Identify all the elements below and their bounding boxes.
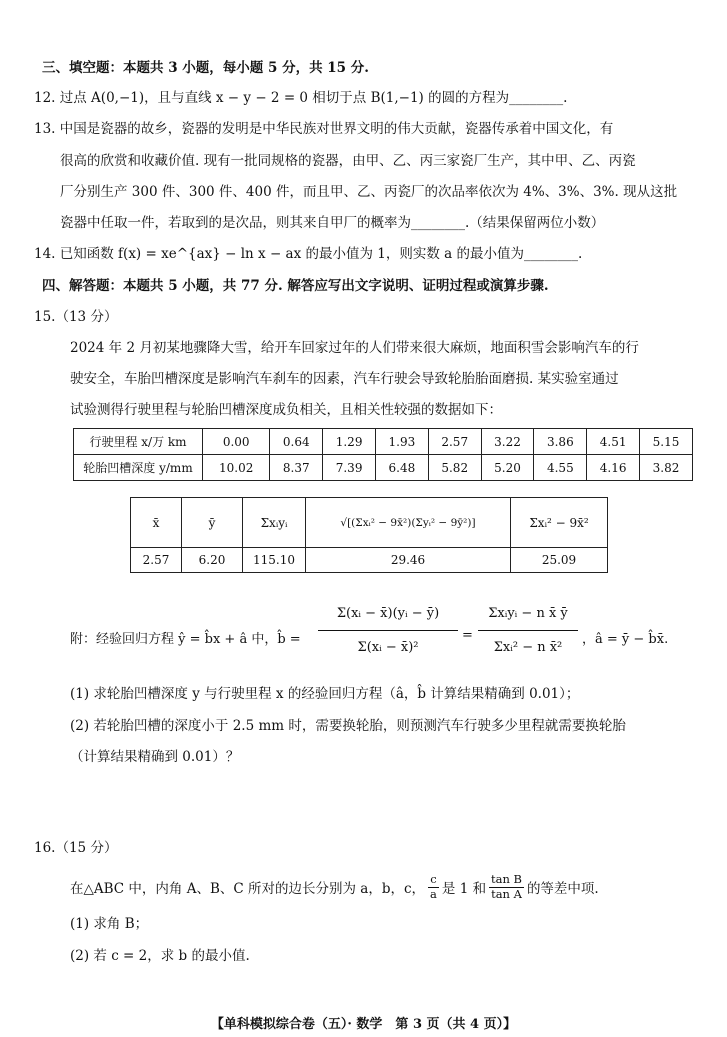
formula-denominator-1: Σ(xᵢ − x̄)²: [357, 640, 419, 655]
fraction-bar: [318, 630, 458, 631]
question-16-stem-b: 是 1 和: [441, 881, 487, 897]
table-cell: Σxᵢyᵢ: [243, 498, 306, 548]
question-16-sub1: (1) 求角 B；: [70, 916, 149, 932]
fraction-c-over-a: [428, 873, 439, 900]
statistics-table: [130, 497, 608, 573]
regression-formula: [70, 596, 710, 678]
table-cell: Σxᵢ² − 9x̄²: [511, 498, 608, 548]
mileage-depth-table: [73, 428, 693, 481]
table-cell: 6.20: [182, 548, 243, 573]
table-cell: 轮胎凹槽深度 y/mm: [74, 455, 203, 481]
fraction-bar: [478, 630, 578, 631]
fraction-denominator: a: [430, 886, 437, 901]
table-cell: 29.46: [306, 548, 511, 573]
question-16-stem-a: 在△ABC 中，内角 A、B、C 所对的边长分别为 a，b，c，: [70, 881, 426, 897]
table-cell: 6.48: [376, 455, 429, 481]
table-cell: 10.02: [203, 455, 270, 481]
statistics-value-row: [131, 548, 608, 573]
table-cell: 行驶里程 x/万 km: [74, 429, 203, 455]
question-15-sub1: (1) 求轮胎凹槽深度 y 与行驶里程 x 的经验回归方程（â，b̂ 计算结果精确到 0.01）；: [70, 686, 580, 702]
question-13-line1: 13. 中国是瓷器的故乡，瓷器的发明是中华民族对世界文明的伟大贡献，瓷器传承着中国文化，有: [34, 121, 614, 137]
section3-heading: 三、填空题：本题共 3 小题，每小题 5 分，共 15 分.: [42, 60, 369, 76]
table-cell: 3.86: [534, 429, 587, 455]
formula-suffix: ，â = ȳ − b̂x̄.: [582, 632, 669, 647]
table-cell: ȳ: [182, 498, 243, 548]
page-footer: 【单科模拟综合卷（五）· 数学 第 3 页（共 4 页）】: [210, 1017, 517, 1032]
statistics-header-row: [131, 498, 608, 548]
question-15-sub2-line2: （计算结果精确到 0.01）？: [70, 749, 240, 765]
fraction-numerator: c: [430, 872, 437, 887]
table-cell: 1.93: [376, 429, 429, 455]
question-15-para1: 2024 年 2 月初某地骤降大雪，给开车回家过年的人们带来很大麻烦，地面积雪会影响汽车的行: [70, 340, 639, 356]
question-15-para3: 试验测得行驶里程与轮胎凹槽深度成负相关，且相关性较强的数据如下：: [70, 402, 502, 418]
fraction-numerator: tan B: [491, 872, 522, 887]
table-cell: 0.64: [270, 429, 323, 455]
question-16-sub2: (2) 若 c = 2，求 b 的最小值.: [70, 948, 250, 964]
table-cell: 0.00: [203, 429, 270, 455]
question-13-line3: 厂分别生产 300 件、300 件、400 件，而且甲、乙、丙瓷厂的次品率依次为 4%、3%、3%. 现从这批: [60, 184, 678, 200]
question-16-stem-c: 的等差中项.: [526, 881, 599, 897]
formula-denominator-2: Σxᵢ² − n x̄²: [493, 640, 563, 655]
table-cell: √[(Σxᵢ² − 9x̄²)(Σyᵢ² − 9ȳ²)]: [306, 498, 511, 548]
table-cell: 5.82: [428, 455, 481, 481]
table-cell: 2.57: [428, 429, 481, 455]
question-12: 12. 过点 A(0,−1)，且与直线 x − y − 2 = 0 相切于点 B(1,−1) 的圆的方程为________.: [34, 90, 568, 106]
question-13-line4: 瓷器中任取一件，若取到的是次品，则其来自甲厂的概率为________.（结果保留两位小数）: [60, 215, 605, 231]
formula-numerator-2: Σxᵢyᵢ − n x̄ ȳ: [488, 606, 568, 621]
question-15-para2: 驶安全，车胎凹槽深度是影响汽车刹车的因素，汽车行驶会导致轮胎胎面磨损. 某实验室通过: [70, 371, 619, 387]
question-16-stem: [70, 870, 599, 904]
table-cell: 115.10: [243, 548, 306, 573]
table-cell: x̄: [131, 498, 182, 548]
table-cell: 3.82: [640, 455, 693, 481]
table-cell: 3.22: [481, 429, 534, 455]
formula-equals: =: [462, 628, 473, 643]
question-13-line2: 很高的欣赏和收藏价值. 现有一批同规格的瓷器，由甲、乙、丙三家瓷厂生产，其中甲、乙、丙瓷: [60, 153, 636, 169]
table-cell: 7.39: [323, 455, 376, 481]
section4-heading: 四、解答题：本题共 5 小题，共 77 分. 解答应写出文字说明、证明过程或演算步骤.: [42, 278, 549, 294]
table-cell: 8.37: [270, 455, 323, 481]
table-cell: 4.16: [587, 455, 640, 481]
question-16-number: 16.（15 分）: [34, 840, 118, 856]
question-15-sub2-line1: (2) 若轮胎凹槽的深度小于 2.5 mm 时，需要换轮胎，则预测汽车行驶多少里程就需要换轮胎: [70, 718, 626, 734]
formula-numerator-1: Σ(xᵢ − x̄)(yᵢ − ȳ): [336, 606, 440, 621]
table-cell: 4.55: [534, 455, 587, 481]
formula-prefix: 附：经验回归方程 ŷ = b̂x + â 中，b̂ =: [70, 632, 301, 647]
question-14: 14. 已知函数 f(x) = xe^{ax} − ln x − ax 的最小值为 1，则实数 a 的最小值为________.: [34, 246, 583, 262]
depth-row: [74, 455, 693, 481]
table-cell: 2.57: [131, 548, 182, 573]
fraction-denominator: tan A: [491, 886, 522, 901]
table-cell: 5.20: [481, 455, 534, 481]
fraction-tanb-over-tana: [489, 873, 524, 900]
table-cell: 25.09: [511, 548, 608, 573]
mileage-row: [74, 429, 693, 455]
table-cell: 1.29: [323, 429, 376, 455]
table-cell: 4.51: [587, 429, 640, 455]
question-15-number: 15.（13 分）: [34, 309, 118, 325]
table-cell: 5.15: [640, 429, 693, 455]
